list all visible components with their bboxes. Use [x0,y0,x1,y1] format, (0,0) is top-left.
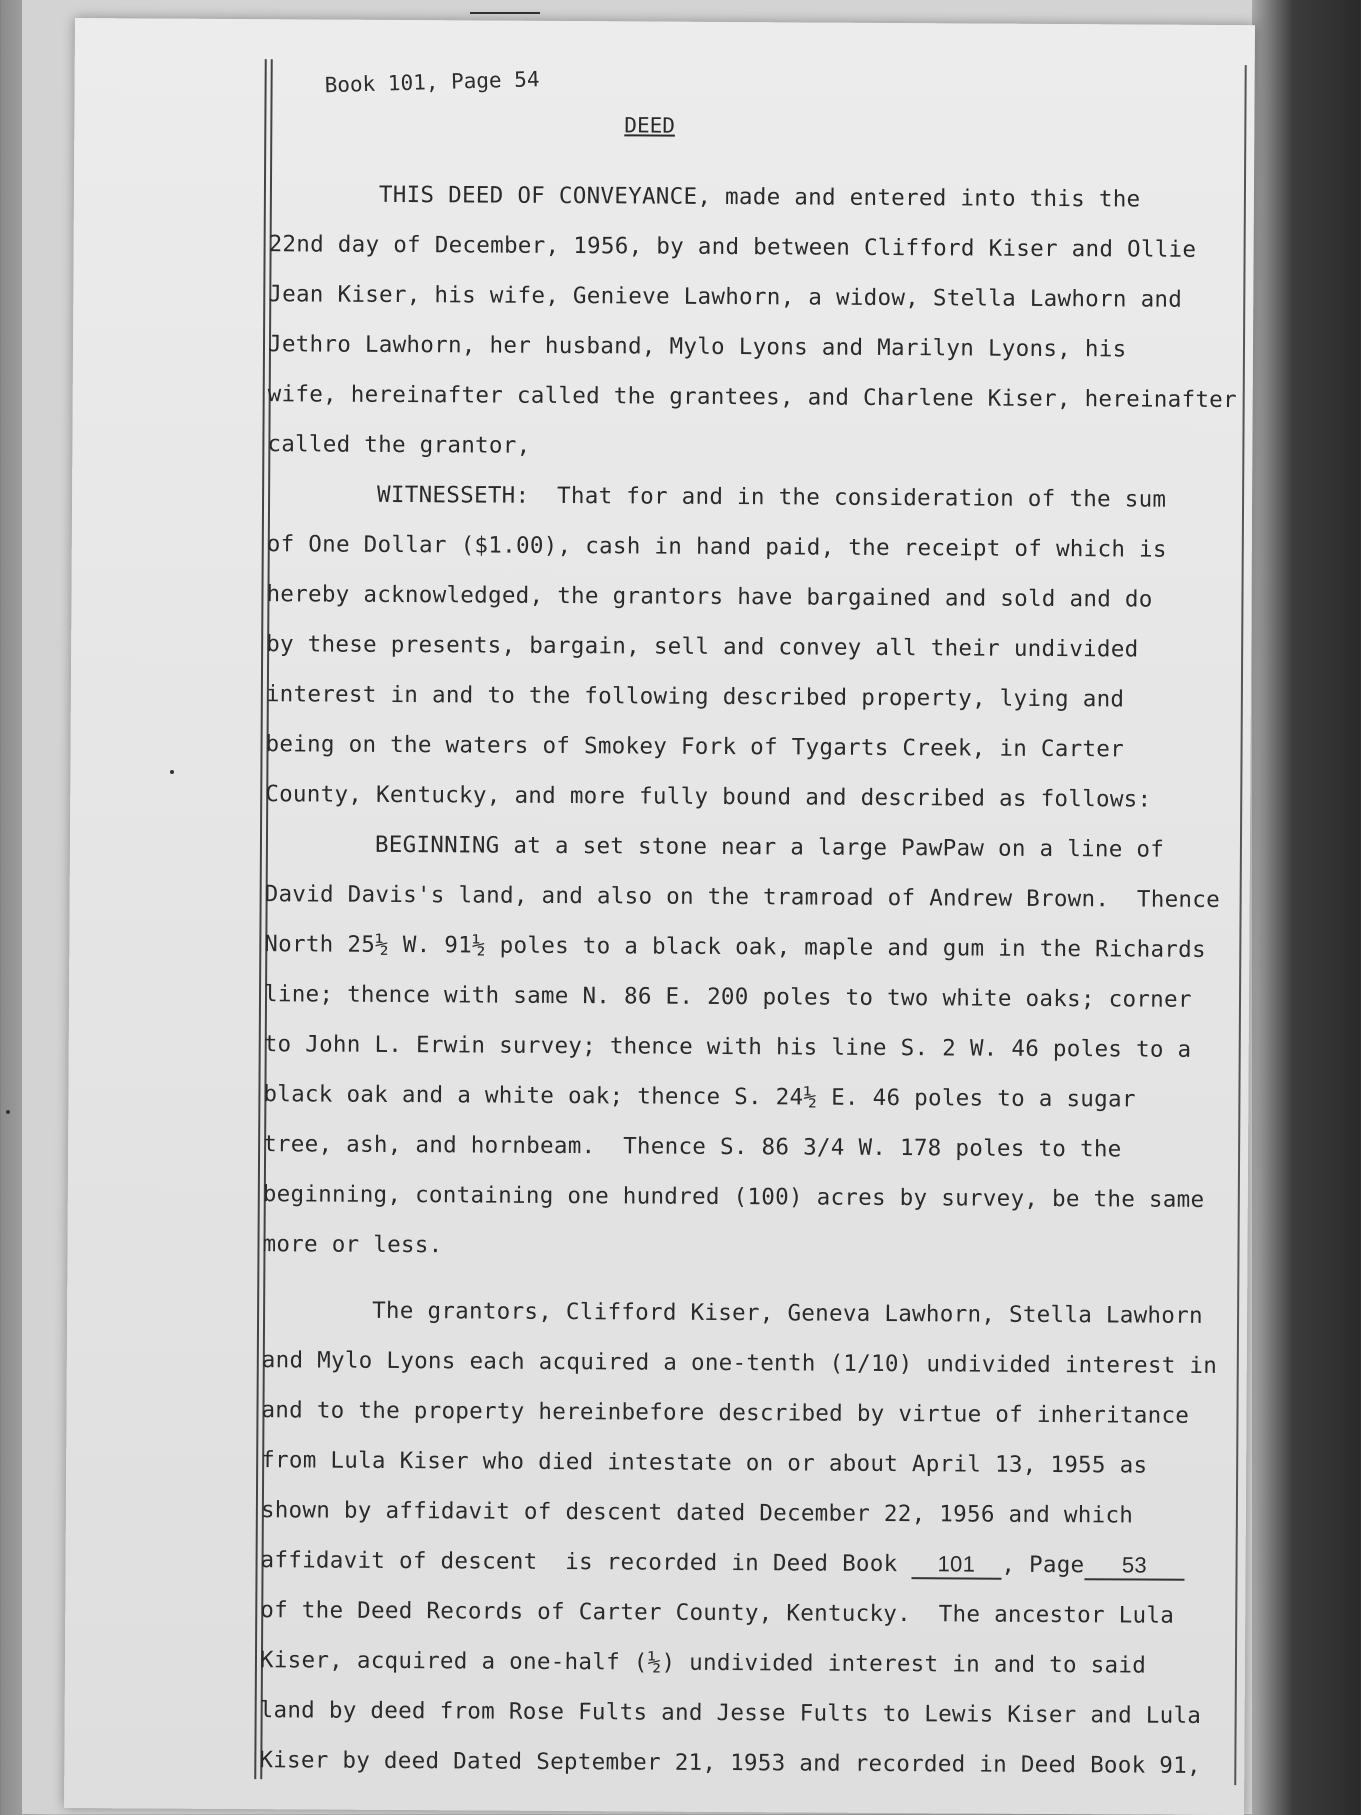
deed-line-text: shown by affidavit of descent dated December 22, 1956 and which [260,1497,1134,1529]
deed-line-text: Jean Kiser, his wife, Genieve Lawhorn, a widow, Stella Lawhorn and [268,281,1183,313]
deed-line [268,219,1228,275]
deed-line-text: more or less. [262,1231,443,1259]
deed-line-text: Jethro Lawhorn, her husband, Mylo Lyons and Marilyn Lyons, his [267,331,1127,363]
deed-line [260,1585,1220,1641]
speck [6,1110,10,1114]
deed-page [64,18,1255,1815]
deed-line [269,169,1229,225]
deed-line [262,1335,1222,1391]
deed-line [264,969,1224,1025]
deed-line [262,1219,1222,1275]
deed-line [267,469,1227,525]
deed-line [264,1019,1224,1075]
deed-line [266,569,1226,625]
deed-line-text: being on the waters of Smokey Fork of Tygarts Creek, in Carter [265,731,1125,763]
deed-line-text: called the grantor, [267,431,531,459]
deed-line [268,319,1228,375]
deed-line [264,869,1224,925]
deed-line [263,1119,1223,1175]
deed-line-text: land by deed from Rose Fults and Jesse Fults to Lewis Kiser and Lula [259,1697,1202,1729]
deed-body [259,169,1238,1791]
deed-line-text: Kiser, acquired a one-half (½) undivided interest in and to said [259,1647,1147,1679]
deed-line-text: line; thence with same N. 86 E. 200 poles to two white oaks; corner [263,981,1192,1013]
deed-line-text: and Mylo Lyons each acquired a one-tenth (1/10) undivided interest in [261,1347,1218,1380]
deed-line [267,369,1238,425]
deed-line [263,1169,1223,1225]
deed-line [266,619,1226,675]
deed-line-text: by these presents, bargain, sell and convey all their undivided [266,631,1139,663]
deed-line [263,1069,1223,1125]
deed-page-number: 53 [1084,1552,1184,1581]
deed-line [265,719,1225,775]
paper-mark [470,12,540,14]
deed-line [260,1685,1220,1741]
deed-line-text: THIS DEED OF CONVEYANCE, made and entered into this the [378,181,1141,213]
speck [170,770,174,774]
deed-line-text: wife, hereinafter called the grantees, and Charlene Kiser, hereinafter [267,381,1238,414]
deed-line [265,769,1225,825]
deed-book-number: 101 [911,1551,1001,1580]
deed-line [259,1735,1219,1791]
right-margin-line [1234,65,1247,1785]
deed-line [265,819,1225,875]
deed-line-text: affidavit of descent is recorded in Deed Book [260,1547,898,1578]
deed-line-text: Kiser by deed Dated September 21, 1953 and recorded in Deed Book 91, [259,1747,1201,1779]
deed-line-text: The grantors, Clifford Kiser, Geneva Lawhorn, Stella Lawhorn [372,1297,1203,1329]
deed-line-text: hereby acknowledged, the grantors have bargained and sold and do [266,581,1153,613]
deed-line [261,1485,1221,1541]
deed-line [260,1535,1220,1591]
deed-line-text: County, Kentucky, and more fully bound and described as follows: [265,781,1152,813]
page-label: , Page [1001,1551,1085,1579]
deed-line [268,269,1228,325]
deed-line-text: WITNESSETH: That for and in the consideration of the sum [377,481,1167,513]
deed-line-text: BEGINNING at a set stone near a large PawPaw on a line of [374,831,1165,863]
deed-line [261,1435,1221,1491]
deed-line [260,1635,1220,1691]
deed-line-text: interest in and to the following described property, lying and [265,681,1125,713]
deed-line-text: David Davis's land, and also on the tramroad of Andrew Brown. Thence [264,881,1221,914]
deed-line-text: beginning, containing one hundred (100) acres by survey, be the same [262,1181,1205,1213]
deed-line [267,419,1227,475]
deed-line-text: black oak and a white oak; thence S. 24½ E. 46 poles to a sugar [263,1081,1136,1113]
deed-line-text: tree, ash, and hornbeam. Thence S. 86 3/4 W. 178 poles to the [263,1131,1122,1163]
deed-line-text: from Lula Kiser who died intestate on or about April 13, 1955 as [261,1447,1148,1479]
document-title: DEED [624,113,676,138]
deed-line-text: North 25½ W. 91½ poles to a black oak, maple and gum in the Richards [264,931,1206,963]
deed-line [264,919,1224,975]
deed-line-text: to John L. Erwin survey; thence with his line S. 2 W. 46 poles to a [263,1031,1192,1063]
deed-line-text: of One Dollar ($1.00), cash in hand paid, the receipt of which is [266,531,1167,563]
deed-line [262,1285,1222,1341]
deed-line [266,669,1226,725]
deed-line [261,1385,1221,1441]
deed-line-text: 22nd day of December, 1956, by and between Clifford Kiser and Ollie [268,231,1197,263]
book-page-reference: Book 101, Page 54 [324,67,540,98]
deed-line-text: and to the property hereinbefore described by virtue of inheritance [261,1397,1190,1429]
deed-line [267,519,1227,575]
deed-line-text: of the Deed Records of Carter County, Kentucky. The ancestor Lula [260,1597,1175,1629]
